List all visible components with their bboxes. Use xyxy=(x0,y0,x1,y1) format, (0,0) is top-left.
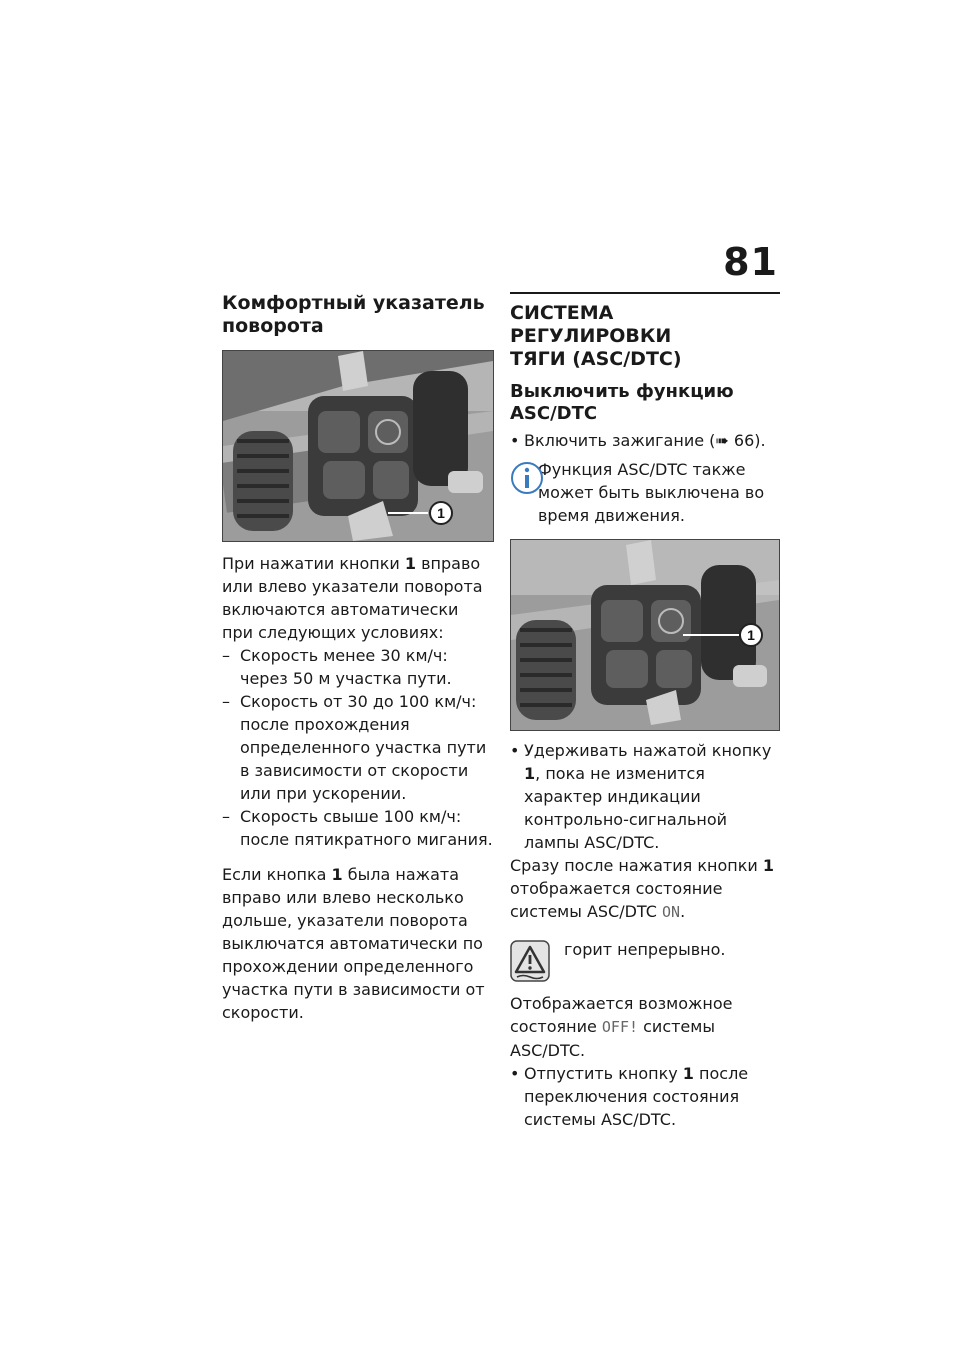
button-ref: 1 xyxy=(331,865,343,884)
paragraph-state-on: Сразу после нажатия кнопки 1 отображается состояние системы ASC/DTC ON. xyxy=(510,856,774,921)
state-off-label: OFF! xyxy=(601,1018,639,1036)
handlebar-figure-left xyxy=(222,350,494,542)
state-on-label: ON xyxy=(662,903,681,921)
intro-paragraph: При нажатии кнопки 1 вправо или влево указатели поворота включаются автоматически при следующих условиях: xyxy=(222,554,483,642)
button-ref: 1 xyxy=(762,856,774,875)
button-ref: 1 xyxy=(682,1064,694,1083)
button-ref: 1 xyxy=(404,554,417,573)
figure-callout-1: 1 xyxy=(437,505,445,521)
handlebar-figure-right xyxy=(510,539,780,731)
button-ref: 1 xyxy=(524,764,536,783)
page-ref-arrow-icon: ➠ xyxy=(715,431,734,450)
handlebar-switch-illustration xyxy=(223,351,493,541)
sub-heading-disable-asc: Выключить функцию ASC/DTC xyxy=(510,381,734,424)
chapter-heading-asc-dtc: СИСТЕМА РЕГУЛИРОВКИ ТЯГИ (ASC/DTC) xyxy=(510,292,780,371)
info-icon xyxy=(510,460,544,496)
right-column xyxy=(510,292,780,1131)
section-heading-turn-signal: Комфортный указатель поворота xyxy=(222,292,485,337)
asc-warning-lamp-icon xyxy=(510,940,550,982)
list-item: – Скорость от 30 до 100 км/ч: после прохождения определенного участка пути в зависимости от скорости или при ускорении. xyxy=(222,692,487,803)
paragraph-state-off: Отображается возможное состояние OFF! системы ASC/DTC. xyxy=(510,994,733,1060)
handlebar-switch-illustration xyxy=(511,540,779,730)
list-item: • Удерживать нажатой кнопку 1, пока не изменится характер индикации контрольно-сигнальной лампы ASC/DTC. xyxy=(510,741,772,852)
figure-callout-1: 1 xyxy=(747,627,755,643)
list-item: – Скорость свыше 100 км/ч: после пятикратного мигания. xyxy=(222,807,493,849)
list-item: – Скорость менее 30 км/ч: через 50 м участка пути. xyxy=(222,646,452,688)
info-note: Функция ASC/DTC также может быть выключена во время движения. xyxy=(510,458,780,527)
warning-lamp-note: горит непрерывно. xyxy=(510,938,780,986)
list-item: • Включить зажигание (➠ 66). xyxy=(510,431,766,450)
list-item: • Отпустить кнопку 1 после переключения состояния системы ASC/DTC. xyxy=(510,1064,749,1129)
page-number: 81 xyxy=(723,240,778,284)
left-column xyxy=(222,292,494,1024)
paragraph-hold-longer: Если кнопка 1 была нажата вправо или влево несколько дольше, указатели поворота выключатся автоматически по прохождении определенного участка пути в зависимости от скорости. xyxy=(222,865,485,1022)
